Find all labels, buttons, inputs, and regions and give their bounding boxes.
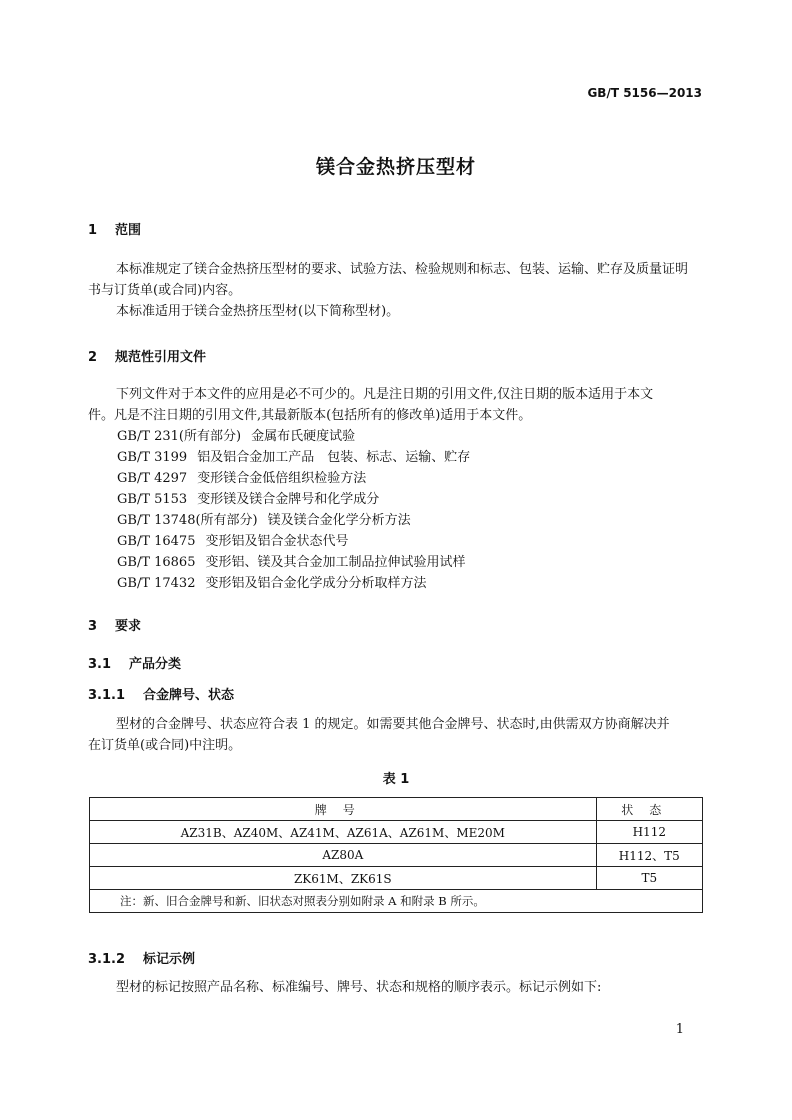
reference-list — [117, 426, 470, 594]
standard-code: GB/T 5156—2013 — [587, 86, 702, 100]
section-number: 3.1.2 — [88, 952, 126, 967]
text-line: 本标准适用于镁合金热挤压型材(以下简称型材)。 — [116, 304, 400, 319]
section-3-1-1-heading — [88, 684, 234, 703]
section-number: 3 — [88, 619, 98, 634]
reference-item: GB/T 5153 变形镁及镁合金牌号和化学成分 — [117, 492, 380, 507]
reference-item: GB/T 231(所有部分) 金属布氏硬度试验 — [117, 429, 356, 444]
table-row — [90, 821, 703, 844]
reference-item: GB/T 3199 铝及铝合金加工产品 包装、标志、运输、贮存 — [117, 450, 471, 465]
table-cell: T5 — [596, 867, 702, 890]
section-1-heading — [88, 219, 141, 238]
table-1 — [89, 797, 703, 913]
column-header-temper: 状态 — [596, 798, 702, 821]
section-3-1-heading — [88, 653, 181, 672]
table-cell: AZ31B、AZ40M、AZ41M、AZ61A、AZ61M、ME20M — [90, 821, 597, 844]
section-3-1-2-heading — [88, 948, 195, 967]
table-row — [90, 867, 703, 890]
section-title: 规范性引用文件 — [115, 350, 207, 365]
table-1-caption: 表 1 — [382, 772, 410, 787]
section-number: 1 — [88, 223, 98, 238]
section-title: 要求 — [115, 619, 142, 634]
text-line: 型材的标记按照产品名称、标准编号、牌号、状态和规格的顺序表示。标记示例如下: — [116, 980, 602, 995]
table-cell: H112、T5 — [596, 844, 702, 867]
reference-item: GB/T 16865 变形铝、镁及其合金加工制品拉伸试验用试样 — [117, 555, 466, 570]
reference-item: GB/T 4297 变形镁合金低倍组织检验方法 — [117, 471, 367, 486]
column-header-grade: 牌号 — [90, 798, 597, 821]
table-header-row — [90, 798, 703, 821]
document-title: 镁合金热挤压型材 — [315, 156, 476, 178]
text-line: 本标准规定了镁合金热挤压型材的要求、试验方法、检验规则和标志、包装、运输、贮存及质量证明 — [116, 262, 689, 277]
table-cell: AZ80A — [90, 844, 597, 867]
table-note: 注：新、旧合金牌号和新、旧状态对照表分别如附录 A 和附录 B 所示。 — [90, 890, 703, 913]
section-number: 3.1.1 — [88, 688, 126, 703]
text-line: 型材的合金牌号、状态应符合表 1 的规定。如需要其他合金牌号、状态时,由供需双方协商解决并 — [116, 717, 670, 732]
section-title: 产品分类 — [129, 657, 182, 672]
section-2-paragraph-1 — [88, 384, 704, 426]
section-3-heading — [88, 615, 141, 634]
section-number: 2 — [88, 350, 98, 365]
section-2-heading — [88, 346, 206, 365]
section-3-1-1-paragraph — [88, 714, 704, 756]
table-note-row — [90, 890, 703, 913]
table-cell: ZK61M、ZK61S — [90, 867, 597, 890]
section-title: 范围 — [115, 223, 142, 238]
reference-item: GB/T 16475 变形铝及铝合金状态代号 — [117, 534, 349, 549]
table-cell: H112 — [596, 821, 702, 844]
text-line: 书与订货单(或合同)内容。 — [88, 283, 242, 298]
table-row — [90, 844, 703, 867]
text-line: 下列文件对于本文件的应用是必不可少的。凡是注日期的引用文件,仅注日期的版本适用于本文 — [116, 387, 654, 402]
section-title: 合金牌号、状态 — [143, 688, 235, 703]
page-number: 1 — [675, 1022, 684, 1037]
section-number: 3.1 — [88, 657, 112, 672]
reference-item: GB/T 17432 变形铝及铝合金化学成分分析取样方法 — [117, 576, 427, 591]
reference-item: GB/T 13748(所有部分) 镁及镁合金化学分析方法 — [117, 513, 411, 528]
section-1-paragraph-1 — [88, 259, 704, 301]
section-3-1-2-paragraph — [88, 977, 704, 998]
section-title: 标记示例 — [143, 952, 196, 967]
section-1-paragraph-2 — [88, 301, 704, 322]
text-line: 件。凡是不注日期的引用文件,其最新版本(包括所有的修改单)适用于本文件。 — [88, 408, 532, 423]
text-line: 在订货单(或合同)中注明。 — [88, 738, 242, 753]
